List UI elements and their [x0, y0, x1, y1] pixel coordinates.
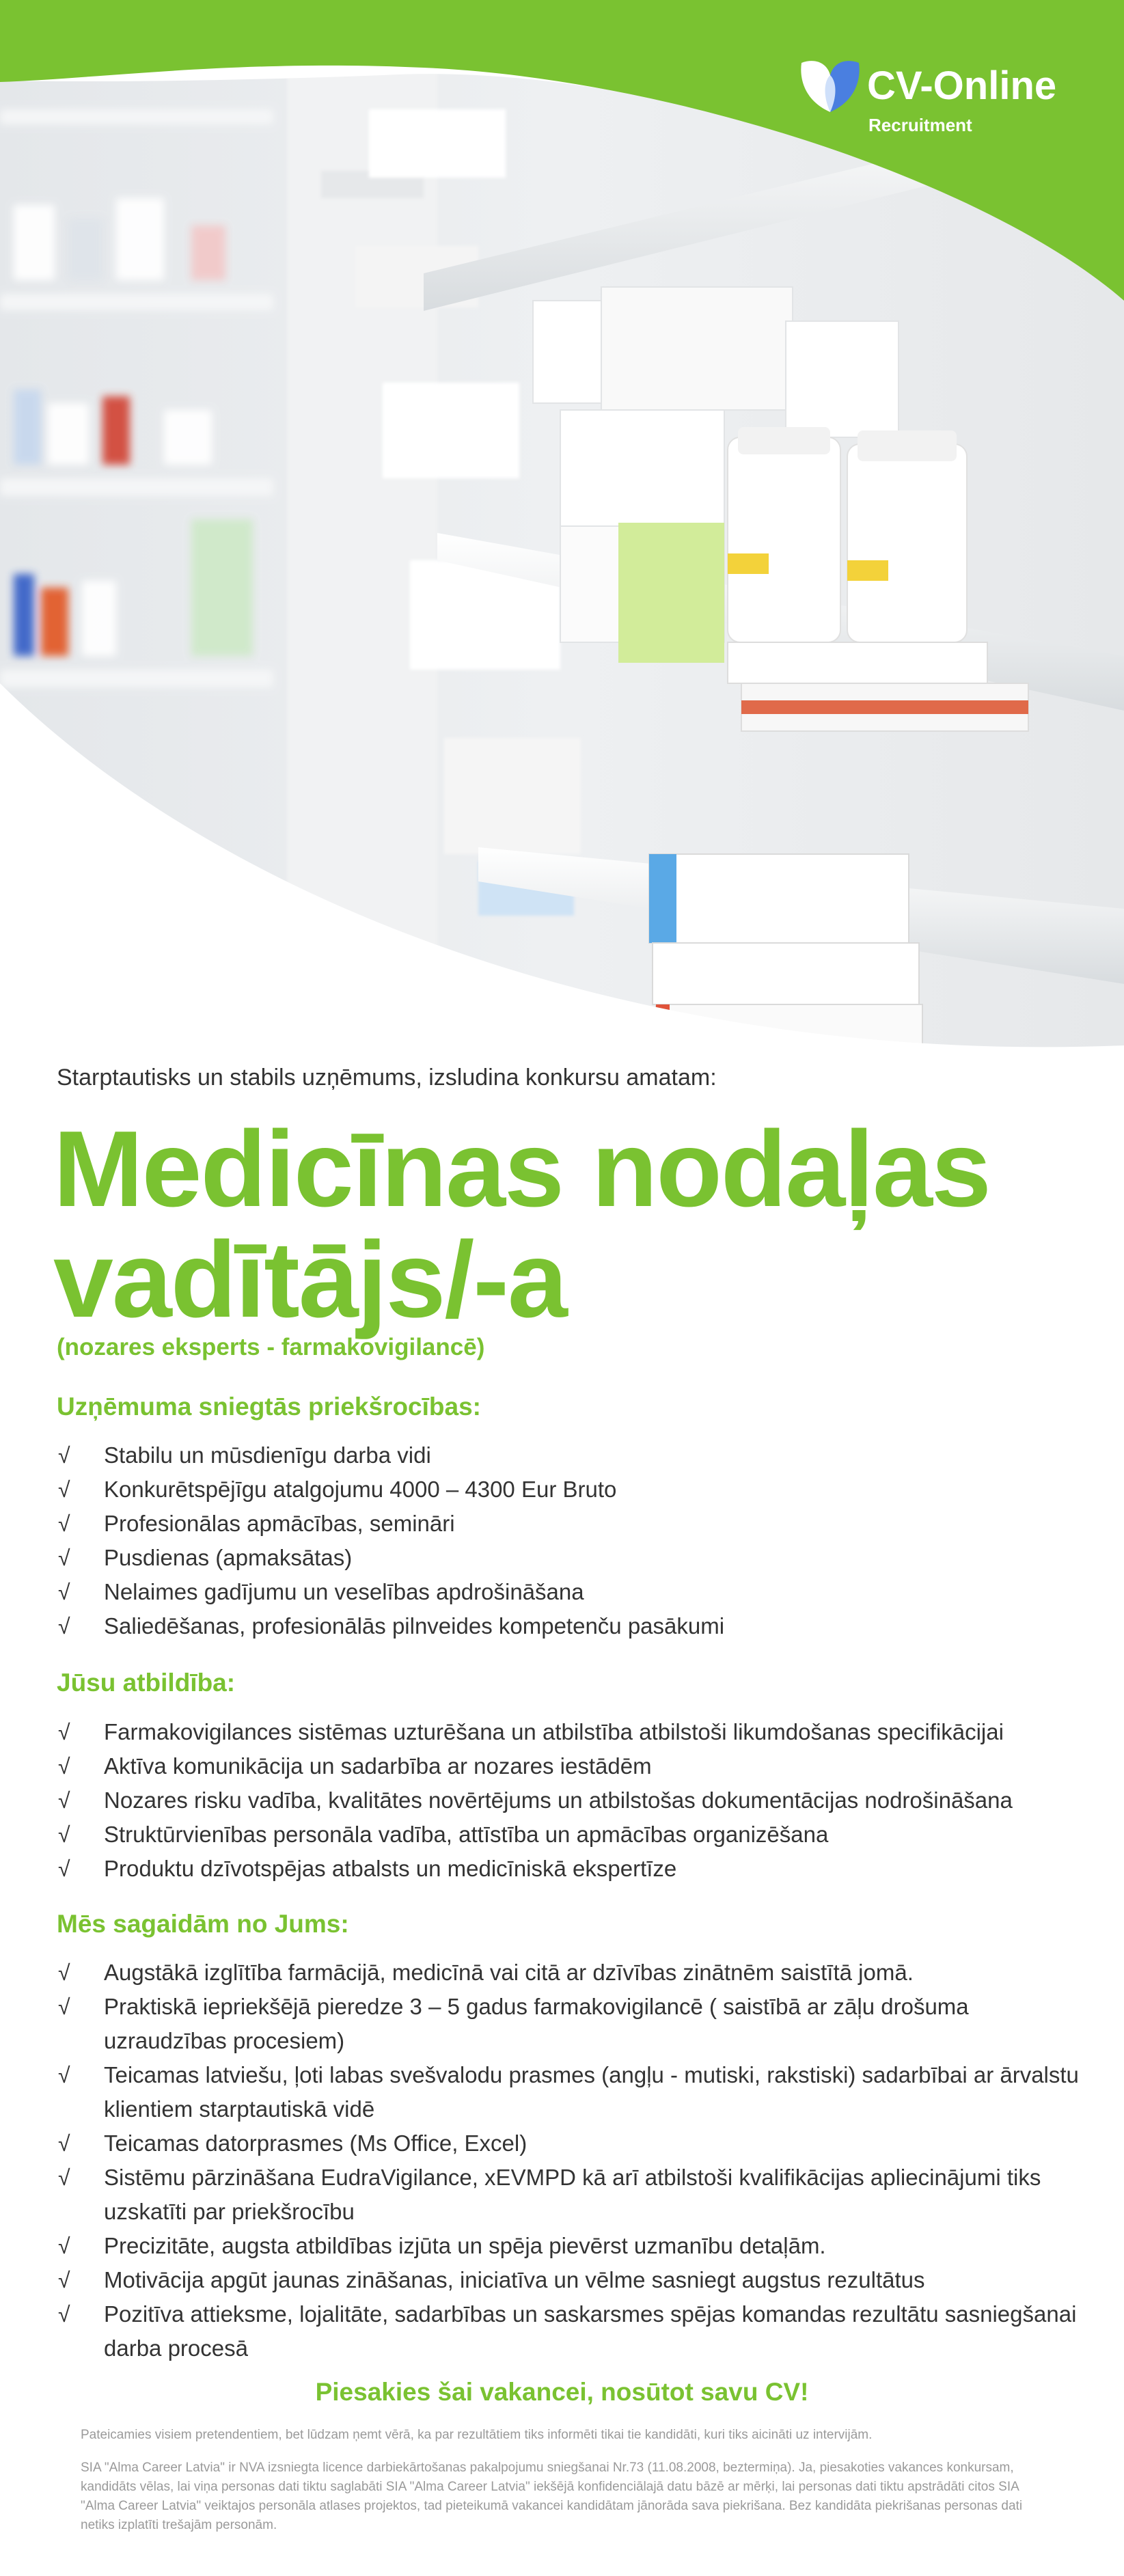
pharmacy-shelves-photo: [0, 0, 1124, 1066]
list-item-text: Produktu dzīvotspējas atbalsts un medicīniskā ekspertīze: [104, 1856, 677, 1881]
list-item: [57, 1541, 1088, 1575]
list-item-text: Farmakovigilances sistēmas uzturēšana un atbilstība atbilstoši likumdošanas specifikācijai: [104, 1719, 1004, 1744]
list-item-text: Aktīva komunikācija un sadarbība ar nozares iestādēm: [104, 1753, 652, 1779]
list-item-text: Motivācija apgūt jaunas zināšanas, iniciatīva un vēlme sasniegt augstus rezultātus: [104, 2267, 925, 2292]
cv-online-logo[interactable]: [796, 49, 1083, 138]
check-icon: √: [58, 1511, 70, 1536]
list-item: [57, 1990, 1088, 2058]
list-item-text: Pozitīva attieksme, lojalitāte, sadarbības un saskarsmes spējas komandas rezultātu sasniegšanai darba procesā: [104, 2301, 1077, 2361]
list-item-text: Praktiskā iepriekšējā pieredze 3 – 5 gadus farmakovigilancē ( saistībā ar zāļu drošuma uzraudzības procesiem): [104, 1994, 969, 2053]
list-item-text: Profesionālas apmācības, semināri: [104, 1511, 455, 1536]
cv-online-logo-icon: [796, 49, 864, 118]
list-item: [57, 1575, 1088, 1609]
list-item-text: Pusdienas (apmaksātas): [104, 1545, 353, 1570]
check-icon: √: [58, 1477, 70, 1502]
requirements-list: [57, 1956, 1088, 2366]
list-item-text: Nelaimes gadījumu un veselības apdrošināšana: [104, 1579, 584, 1604]
benefits-list: [57, 1438, 1088, 1643]
list-item-text: Struktūrvienības personāla vadība, attīstība un apmācības organizēšana: [104, 1822, 829, 1847]
check-icon: √: [58, 2234, 70, 2258]
list-item: [57, 1715, 1088, 1749]
list-item: [57, 1472, 1088, 1507]
list-item: [57, 2263, 1088, 2297]
list-item-text: Stabilu un mūsdienīgu darba vidi: [104, 1442, 431, 1468]
check-icon: √: [58, 1995, 70, 2019]
check-icon: √: [58, 2302, 70, 2327]
hero-banner: [0, 0, 1124, 1066]
check-icon: √: [58, 1788, 70, 1813]
brand-sub: Recruitment: [868, 115, 972, 135]
list-item-text: Sistēmu pārzināšana EudraVigilance, xEVMPD kā arī atbilstoši kvalifikācijas apliecinājumi tiks uzskatīti par priekšrocību: [104, 2165, 1041, 2224]
list-item-text: Saliedēšanas, profesionālās pilnveides kompetenču pasākumi: [104, 1613, 725, 1639]
check-icon: √: [58, 2063, 70, 2087]
apply-cta[interactable]: Piesakies šai vakancei, nosūtot savu CV!: [315, 2378, 809, 2406]
brand-name: CV-Online: [867, 64, 1057, 108]
check-icon: √: [58, 1960, 70, 1985]
benefits-heading: Uzņēmuma sniegtās priekšrocības:: [57, 1393, 481, 1421]
list-item: [57, 1956, 1088, 1990]
list-item-text: Konkurētspējīgu atalgojumu 4000 – 4300 Eur Bruto: [104, 1477, 617, 1502]
job-title: [53, 1109, 990, 1340]
list-item-text: Teicamas latviešu, ļoti labas svešvalodu prasmes (angļu - mutiski, rakstiski) sadarbībai ar ārvalstu klientiem starptautiskā vidē: [104, 2062, 1079, 2122]
check-icon: √: [58, 1754, 70, 1779]
list-item: [57, 1749, 1088, 1783]
check-icon: √: [58, 2131, 70, 2156]
requirements-heading: Mēs sagaidām no Jums:: [57, 1910, 349, 1938]
list-item-text: Teicamas datorprasmes (Ms Office, Excel): [104, 2130, 527, 2156]
responsibilities-heading: Jūsu atbildība:: [57, 1669, 236, 1697]
check-icon: √: [58, 1822, 70, 1847]
list-item: [57, 2126, 1088, 2161]
list-item: [57, 2229, 1088, 2263]
list-item: [57, 1852, 1088, 1886]
check-icon: √: [58, 1580, 70, 1604]
check-icon: √: [58, 1443, 70, 1468]
check-icon: √: [58, 1720, 70, 1744]
intro-text: Starptautisks un stabils uzņēmums, izsludina konkursu amatam:: [57, 1065, 717, 1091]
list-item: [57, 1818, 1088, 1852]
list-item: [57, 1438, 1088, 1472]
job-title-line-1: Medicīnas nodaļas: [53, 1109, 990, 1229]
responsibilities-list: [57, 1715, 1088, 1886]
list-item-text: Augstākā izglītība farmācijā, medicīnā vai citā ar dzīvības zinātnēm saistītā jomā.: [104, 1960, 914, 1985]
list-item-text: Precizitāte, augsta atbildības izjūta un spēja pievērst uzmanību detaļām.: [104, 2233, 826, 2258]
check-icon: √: [58, 2268, 70, 2292]
list-item: [57, 1783, 1088, 1818]
footer-note: Pateicamies visiem pretendentiem, bet lūdzam ņemt vērā, ka par rezultātiem tiks informēti tikai tie kandidāti, kuri tiks aicināti uz intervijām.: [81, 2428, 873, 2442]
job-title-line-2: vadītājs/-a: [53, 1220, 566, 1340]
list-item: [57, 2161, 1088, 2229]
check-icon: √: [58, 1546, 70, 1570]
check-icon: √: [58, 2165, 70, 2190]
list-item: [57, 2058, 1088, 2126]
check-icon: √: [58, 1614, 70, 1639]
check-icon: √: [58, 1856, 70, 1881]
list-item: [57, 1507, 1088, 1541]
list-item: [57, 2297, 1088, 2366]
job-subtitle: (nozares eksperts - farmakovigilancē): [57, 1334, 485, 1360]
list-item: [57, 1609, 1088, 1643]
list-item-text: Nozares risku vadība, kvalitātes novērtējums un atbilstošas dokumentācijas nodrošināšana: [104, 1787, 1013, 1813]
footer-legal: SIA "Alma Career Latvia" ir NVA izsniegta licence darbiekārtošanas pakalpojumu sniegšanai Nr.73 (11.08.2008, beztermiņa). Ja, piesakoties vakances konkursam, kandidāts vēlas, lai viņa personas dati tiktu saglabāti SIA "Alma Career Latvia" iekšējā konfidenciālajā datu bāzē ar mērķi, lai personas dati tiktu apstrādāti citos SIA "Alma Career Latvia" veiktajos personāla atlases projektos, tad pieteikumā vakancei kandidātam jānorāda sava piekrišana. Bez kandidāta piekrišanas personas dati netiks izplatīti trešajām personām.: [81, 2461, 1023, 2532]
